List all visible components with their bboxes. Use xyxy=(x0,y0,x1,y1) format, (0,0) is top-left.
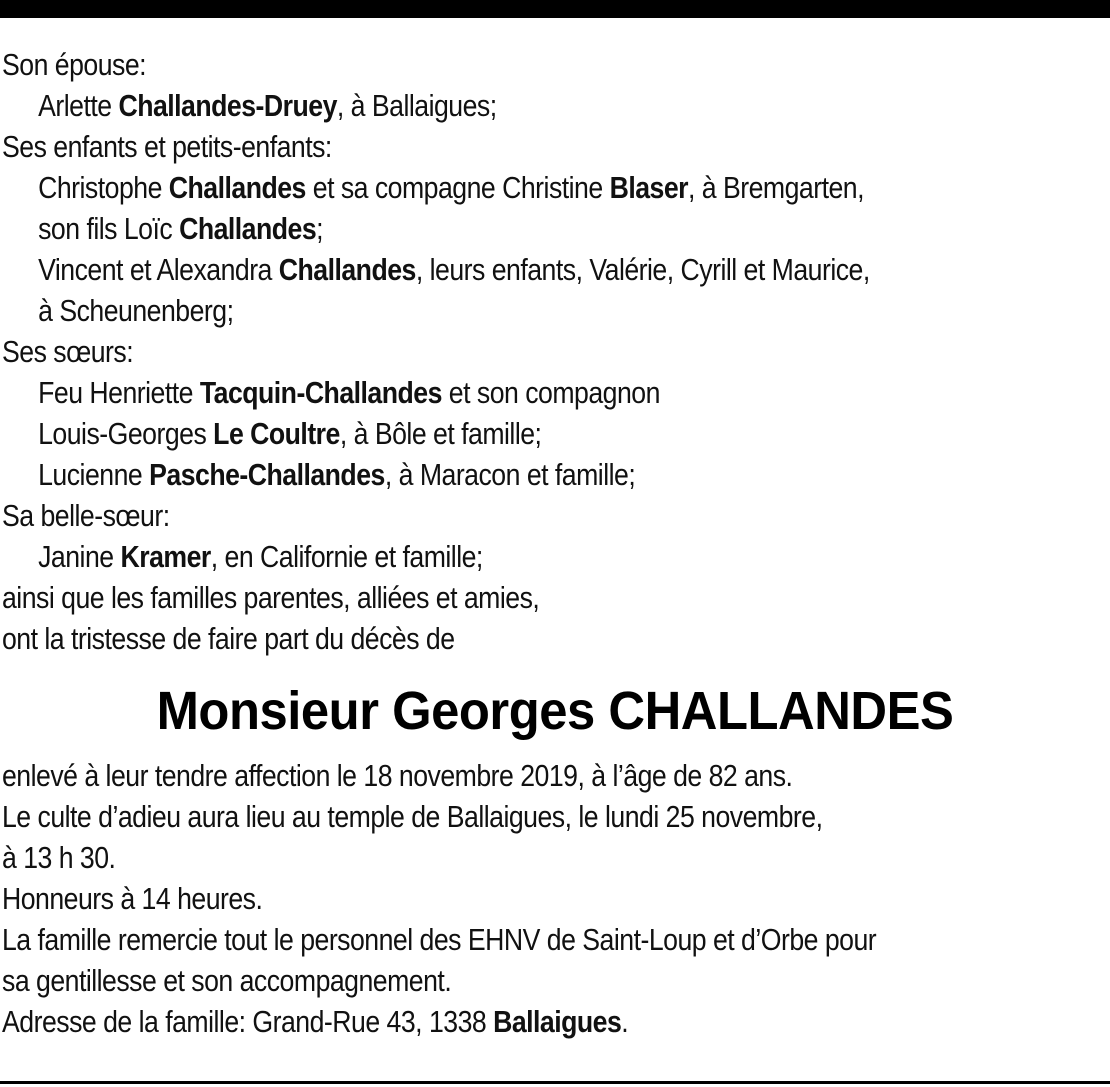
details-line-5: La famille remercie tout le personnel des EHNV de Saint-Loup et d’Orbe pour xyxy=(2,922,877,957)
sister1-surname: Tacquin-Challandes xyxy=(199,375,442,410)
sisterinlaw-line xyxy=(2,536,953,577)
sisterinlaw-heading: Sa belle-sœur: xyxy=(2,498,170,533)
sister2-location: , à Maracon et famille; xyxy=(384,457,636,492)
spouse-line xyxy=(2,85,953,126)
details-line-3: à 13 h 30. xyxy=(2,840,116,875)
sister1-line2 xyxy=(2,413,953,454)
companion-location: , à Bôle et famille; xyxy=(339,416,542,451)
child2-line1 xyxy=(2,249,953,290)
announcement-line: ont la tristesse de faire part du décès de xyxy=(2,621,455,656)
address-line xyxy=(2,1001,953,1042)
sisterinlaw-surname: Kramer xyxy=(120,539,211,574)
child1-partner-surname: Blaser xyxy=(609,170,688,205)
top-rule xyxy=(0,0,1110,18)
details-line-6: sa gentillesse et son accompagnement. xyxy=(2,963,452,998)
child2-children: , leurs enfants, Valérie, Cyrill et Maurice, xyxy=(415,252,870,287)
details-line-2: Le culte d’adieu aura lieu au temple de Ballaigues, le lundi 25 novembre, xyxy=(2,799,823,834)
address-town: Ballaigues xyxy=(493,1004,622,1039)
grandchild-suffix: ; xyxy=(316,211,324,246)
child1-location: , à Bremgarten, xyxy=(687,170,865,205)
children-heading: Ses enfants et petits-enfants: xyxy=(2,129,332,164)
sister2-first-name: Lucienne xyxy=(38,457,143,492)
address-text: Adresse de la famille: Grand-Rue 43, 1338 xyxy=(2,1004,487,1039)
sisterinlaw-location: , en Californie et famille; xyxy=(210,539,483,574)
sisterinlaw-first-name: Janine xyxy=(38,539,114,574)
child1-line1 xyxy=(2,167,953,208)
sister2-surname: Pasche-Challandes xyxy=(149,457,385,492)
sister2-line xyxy=(2,454,953,495)
address-suffix: . xyxy=(621,1004,629,1039)
child2-first-names: Vincent et Alexandra xyxy=(38,252,272,287)
spouse-location: , à Ballaigues; xyxy=(336,88,497,123)
extended-family-line: ainsi que les familles parentes, alliées et amies, xyxy=(2,580,540,615)
child2-line2: à Scheunenberg; xyxy=(38,293,234,328)
sister1-first-name: Feu Henriette xyxy=(38,375,193,410)
spouse-first-name: Arlette xyxy=(38,88,112,123)
deceased-name: Monsieur Georges CHALLANDES xyxy=(156,681,954,741)
sisters-heading: Ses sœurs: xyxy=(2,334,134,369)
sister1-companion-text: et son compagnon xyxy=(448,375,660,410)
grandchild-surname: Challandes xyxy=(179,211,317,246)
child1-surname: Challandes xyxy=(168,170,306,205)
bottom-rule xyxy=(0,1081,1110,1084)
sister1-line1 xyxy=(2,372,953,413)
companion-surname: Le Coultre xyxy=(213,416,340,451)
child1-first-name: Christophe xyxy=(38,170,162,205)
companion-first-name: Louis-Georges xyxy=(38,416,207,451)
grandchild-first-name: son fils Loïc xyxy=(38,211,173,246)
child1-line2 xyxy=(2,208,953,249)
spouse-surname: Challandes-Druey xyxy=(118,88,337,123)
obituary-notice xyxy=(2,44,1108,1042)
child2-surname: Challandes xyxy=(278,252,416,287)
child1-partner-text: et sa compagne Christine xyxy=(312,170,603,205)
details-line-4: Honneurs à 14 heures. xyxy=(2,881,263,916)
spouse-heading: Son épouse: xyxy=(2,47,147,82)
details-line-1: enlevé à leur tendre affection le 18 novembre 2019, à l’âge de 82 ans. xyxy=(2,758,793,793)
